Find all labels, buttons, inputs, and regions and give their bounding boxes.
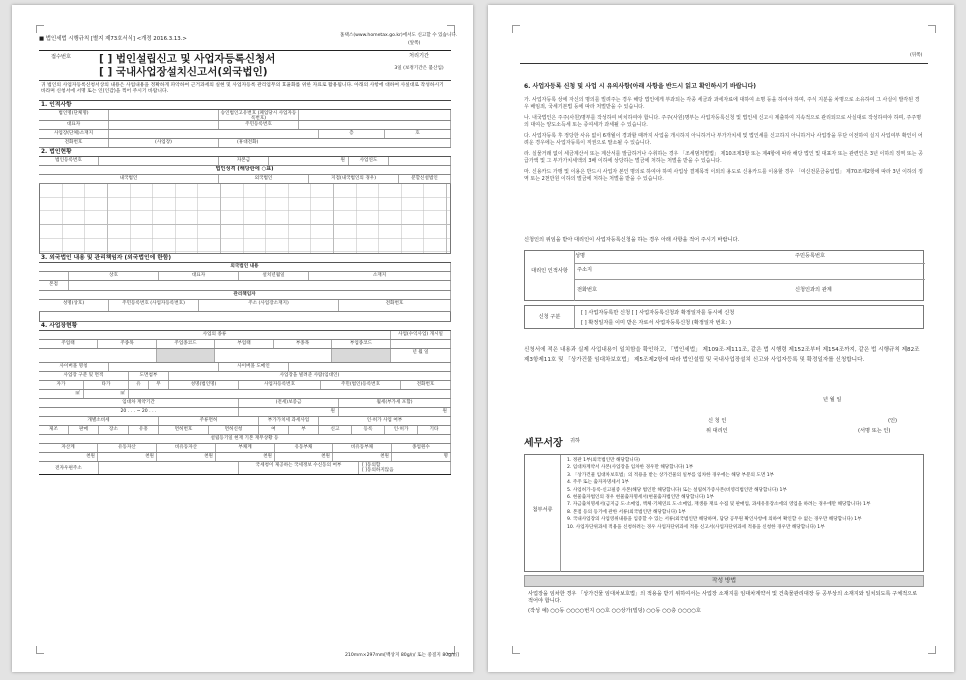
consent-agree-checkbox[interactable]: [ ]동의함 <box>362 463 381 468</box>
table-row <box>39 408 451 417</box>
label-lessor: 사업장을 빌려준 사람(임대인) <box>169 372 451 380</box>
label-foreign-rep: 대표자 <box>159 272 239 280</box>
label-branch: 지점(내국법인의 경우) <box>309 175 399 183</box>
value-lessor[interactable] <box>129 390 451 398</box>
label-representative: 대표자 <box>39 121 109 129</box>
tax-office-suffix: 귀하 <box>570 438 581 444</box>
label-corp-nature: 법인성격 (해당란에 ○표) <box>39 166 451 174</box>
apply-type-table <box>524 305 924 329</box>
unit-sqm-own: ㎡ <box>39 390 84 398</box>
label-current-liab: 유동부채 <box>275 444 333 452</box>
label-manager: 관리책임자 <box>39 291 451 299</box>
label-address: 사업장(단체)소재지 <box>39 130 109 138</box>
label-lease-term: 임대차 계약기간 <box>39 399 239 407</box>
apply-option-2[interactable]: [ ] 확정일자를 이미 받은 자로서 사업자등록신청 (확정일자 번호: ) <box>581 320 731 326</box>
table-row <box>39 121 451 130</box>
label-domestic: 내국법인 <box>39 175 219 183</box>
label-location: 소재지 <box>309 272 451 280</box>
page-mark: (앞쪽) <box>408 41 421 46</box>
value-domain[interactable] <box>289 363 451 371</box>
receipt-number-label: 접수번호 <box>51 54 72 60</box>
method-header: 작성 방법 <box>524 575 924 587</box>
notice-item: 마. 신용카드 가맹 및 이용은 반드시 사업자 본인 명의로 하여야 하며 사업상 결제목적 이외의 용도로 신용카드를 이용할 경우 「여신전문금융업법」 제70조제2항에 따라 3년 이하의 징역 또는 2천만원 이하의 벌금에 처하는 처벌을 받을 수 있습니다. <box>524 169 923 182</box>
delegate-table <box>524 250 924 301</box>
intro-text: 귀 법인의 사업자등록신청서상의 내용은 사업내용을 정확하게 파악하여 근거과세의 실현 및 사업자등록 관리업무의 효율화를 위한 자료로 활용됩니다. 아래의 사항에 대하여 사실대로 작성하시기 바라며 신청서에 서명 또는 인(인감)을 찍어 주시기 바랍니다. <box>39 81 451 101</box>
section-foreign-corp: 3. 외국법인 내용 및 관리책임자 (외국법인에 한함) <box>39 254 451 263</box>
label-lessor-bizno: 사업자등록번호 <box>239 381 321 389</box>
label-delegate-id: 주민등록번호 <box>795 253 826 259</box>
label-excise: 개별소비세 <box>39 417 159 425</box>
label-start-date: 사업(수익사업) 개시일 <box>391 331 451 339</box>
form-title-1: [ ] 법인설립신고 및 사업자등록신청서 <box>99 53 276 65</box>
notice-list <box>524 97 924 183</box>
label-delegate-relation: 신청인과의 관계 <box>795 287 832 293</box>
label-yes: 유 <box>129 381 149 389</box>
notice-item: 라. 실물거래 없이 세금계산서 또는 계산서를 발급하거나 수취하는 경우 「조세범처벌법」 제10조제3항 또는 제4항에 따라 해당 법인 및 대표자 또는 관련인은 3년 이하의 징역 또는 공급가액 및 그 부가가치세액의 3배 이하에 상당하는 벌금에 처하는 처벌을 받을 수 있습니다. <box>524 151 923 164</box>
attachment-item: 9. 국내사업장의 사업영위내용을 입증할 수 있는 서류(외국법인만 해당하며, 담당 공무원 확인사항에 의하여 확인할 수 없는 경우만 해당합니다) 1부 <box>567 517 862 523</box>
label-sub-biz: 부업태 <box>215 340 274 348</box>
label-email: 전자우편주소 <box>39 462 99 474</box>
label-spinoff: 분할신설법인 <box>399 175 451 183</box>
label-cybermall: 사이버몰 명칭 <box>39 363 109 371</box>
table-row <box>39 331 451 340</box>
label-attachments: 첨부서류 <box>525 455 561 572</box>
label-lessor-name: 성명(법인명) <box>169 381 239 389</box>
label-permission: 인·허가 <box>385 426 418 434</box>
label-noncurrent-assets: 비유동자산 <box>157 444 216 452</box>
unit-thousand-won: 천원 <box>39 453 98 461</box>
page-mark: (뒤쪽) <box>910 53 923 58</box>
value-address[interactable] <box>109 130 319 138</box>
crop-mark <box>928 25 936 33</box>
table-row <box>39 372 451 381</box>
table-row <box>39 381 451 390</box>
label-deposit: (전세)보증금 <box>239 399 339 407</box>
label-sale: 판매 <box>69 426 99 434</box>
law-reference: ■ 법인세법 시행규칙 [별지 제73호서식] <개정 2016.3.13.> <box>39 36 187 42</box>
form-page-back <box>488 5 954 672</box>
table-row <box>39 263 451 272</box>
label-main-biz: 주업태 <box>39 340 98 348</box>
top-rule <box>520 63 928 64</box>
unit-sqm-rent: ㎡ <box>84 390 129 398</box>
label-lessor-id: 주민(법인)등록번호 <box>321 381 401 389</box>
table-row <box>39 281 451 291</box>
value-start-date[interactable]: 년 월 일 <box>391 349 451 362</box>
label-tax-info-consent: 국세청이 제공하는 국세정보 수신동의 여부 <box>239 462 359 474</box>
table-row <box>39 453 451 462</box>
manager-row-input[interactable] <box>39 312 451 322</box>
label-own: 자가 <box>39 381 84 389</box>
form-page-front <box>12 5 473 672</box>
label-resident-no: 주민등록번호 <box>219 121 299 129</box>
table-row <box>39 291 451 300</box>
table-row <box>39 390 451 399</box>
label-won: 원 <box>269 157 349 165</box>
value-sub-biz[interactable] <box>215 349 332 362</box>
signature-date: 년 월 일 <box>823 397 842 403</box>
label-trade-name: 상호 <box>69 272 159 280</box>
value-resident-no[interactable] <box>299 121 451 129</box>
label-foreign: 외국법인 <box>219 175 309 183</box>
label-entertain: 유흥 <box>129 426 159 434</box>
table-row <box>39 417 451 426</box>
title-block <box>39 51 451 81</box>
method-text: 사업장을 임차한 경우 「상가건물 임대차보호법」의 적용을 받기 위하여서는 사업장 소재지를 임대차계약서 및 건축물관리대장 등 공부상의 소재지와 일치되도록 구체적으로 적어야 합니다. <box>528 591 918 604</box>
label-floor: 층 <box>319 130 385 138</box>
label-domain: 사이버몰 도메인 <box>219 363 289 371</box>
crop-mark <box>447 25 455 33</box>
attachment-item: 10. 사업자단위과세 적용을 신청하려는 경우 사업자단위과세 적용 신고서(사업자단위과세 적용을 신청한 경우만 해당합니다) 1부 <box>567 524 825 530</box>
label-phone: 전화번호 <box>39 139 109 147</box>
processing-period-value: 3일 (보정기간은 불산입) <box>394 66 444 71</box>
label-liquor: 주류면허 <box>159 417 259 425</box>
label-license-apply: 면허신청 <box>209 426 259 434</box>
label-vat: 부가가치세 과세사업 <box>259 417 319 425</box>
value-fiscal-year[interactable] <box>389 157 451 165</box>
crop-mark <box>36 646 44 654</box>
value-corp-name[interactable] <box>109 110 219 120</box>
label-foreign-content: 외국법인 내용 <box>39 263 451 271</box>
label-phone-mobile: (휴대전화) <box>219 139 451 147</box>
label-main-code: 주업종코드 <box>157 340 215 348</box>
label-applicant: 신 청 인 <box>708 418 727 424</box>
label-corp-name: 법인명(단체명) <box>39 110 109 120</box>
value-lease-term[interactable]: 20 . . . ~ 20 . . . <box>39 408 239 416</box>
crop-mark <box>928 646 936 654</box>
apply-option-1[interactable]: [ ] 사업자등록만 신청 [ ] 사업자등록신청과 확정일자를 동시에 신청 <box>581 310 735 316</box>
processing-period-label: 처리기간 <box>408 53 430 59</box>
notice-item: 나. 내국법인은 주주(사원)명부를 작성하여 비치하여야 합니다. 주주(사원)명부는 사업자등록신청 및 법인세 신고시 제출하여 지속적으로 관리되므로 사실대로 작성하여야 하며, 주주명의 대여는 양도소득세 또는 증여세가 과세될 수 있습니다. <box>524 115 922 128</box>
notice-item: 다. 사업자등록 후 정당한 사유 없이 6개월이 경과할 때까지 사업을 개시하지 아니하거나 부가가치세 및 법인세를 신고하지 아니하거나 사업장을 무단 이전하여 실지 사업여부 확인이 어려운 경우에는 사업자등록이 직권으로 말소될 수 있습니다. <box>524 133 923 146</box>
label-other: 기타 <box>418 426 451 434</box>
label-agent: 위 대리인 <box>706 428 728 434</box>
table-row <box>39 157 451 166</box>
value-sub-code[interactable] <box>332 349 391 362</box>
attachment-item: 7. 자금출처명세서(금지금 도·소매업, 액체·기체연료 도·소매업, 재생용 재료 수집 및 판매업, 과세유흥장소에의 영업을 하려는 경우에만 해당합니다) 1부 <box>567 502 871 508</box>
label-delegate-phone: 전화번호 <box>577 287 598 293</box>
label-vat-yes: 여 <box>259 426 289 434</box>
label-register: 등록 <box>352 426 385 434</box>
value-main-code[interactable] <box>157 349 215 362</box>
label-license-no: 면허번호 <box>159 426 209 434</box>
crop-mark <box>36 25 44 33</box>
label-fiscal-year: 사업연도 <box>349 157 389 165</box>
value-monthly[interactable]: 원 <box>339 408 451 416</box>
unit-thousand-won: 천원 <box>157 453 216 461</box>
table-row <box>39 340 451 349</box>
attachment-list <box>567 458 919 531</box>
attachment-item: 1. 정관 1부(외국법인만 해당합니다) <box>567 458 640 463</box>
attachment-item: 4. 주주 또는 출자자명세서 1부 <box>567 480 629 486</box>
label-mgr-name: 성명(상호) <box>39 300 109 311</box>
delegate-intro: 신청인의 위임을 받아 대리인이 사업자등록신청을 하는 경우 아래 사항을 적어 주시기 바랍니다. <box>524 237 740 243</box>
table-row <box>39 426 451 435</box>
value-representative[interactable] <box>109 121 219 129</box>
attachment-item: 8. 본점 등의 등기에 관한 서류(외국법인만 해당합니다) 1부 <box>567 509 686 515</box>
table-row <box>39 300 451 312</box>
attachments-table <box>524 454 924 572</box>
label-mgr-phone: 전화번호 <box>339 300 451 311</box>
section-personal: 1. 인적사항 <box>39 101 451 110</box>
label-phone-office: (사업장) <box>109 139 219 147</box>
form-title-2: [ ] 국내사업장설치신고서(외국법인) <box>99 66 268 78</box>
unit-persons: 명 <box>392 453 451 461</box>
crop-mark <box>512 25 520 33</box>
label-site-area: 사업장 구분 및 면적 <box>39 372 129 380</box>
corp-nature-grid[interactable] <box>39 184 451 254</box>
label-no: 무 <box>149 381 169 389</box>
label-mgr-address: 주소 (사업장소재지) <box>199 300 339 311</box>
table-row <box>39 272 451 281</box>
attachment-item: 2. 임대차계약서 사본(사업장을 임차한 경우만 해당합니다) 1부 <box>567 465 694 471</box>
label-sub-item: 부종목 <box>274 340 332 348</box>
label-lessor-phone: 전화번호 <box>401 381 451 389</box>
label-noncurrent-liab: 비유동부채 <box>333 444 392 452</box>
label-install-date: 설치년월일 <box>239 272 309 280</box>
label-sub-code: 부업종코드 <box>332 340 391 348</box>
section-corp-status: 2. 법인현황 <box>39 148 451 157</box>
unit-thousand-won: 천원 <box>216 453 275 461</box>
label-head-office: 본점 <box>39 281 69 290</box>
sign-agent: (서명 또는 인) <box>858 428 891 434</box>
label-corp-reg-no: 법인등록번호 <box>39 157 99 165</box>
tax-office-title: 세무서장 <box>524 438 563 449</box>
unit-thousand-won: 천원 <box>98 453 157 461</box>
table-row <box>39 444 451 453</box>
notice-item: 가. 사업자등록 상에 자신의 명의를 빌려주는 경우 해당 법인에게 부과되는 각종 세금과 과세자료에 대하여 소명 등을 하여야 하며, 주식 지분을 차명으로 소유하여 그 사실이 발각된 경우 배임죄, 국세기본법 등에 따라 처벌받을 수 있습니다. <box>524 97 920 110</box>
label-main-item: 주종목 <box>98 340 157 348</box>
label-employees: 종업원수 <box>392 444 451 452</box>
form-body <box>39 50 451 475</box>
paper-spec: 210mm×297mm[백상지 80g/㎡ 또는 중질지 80g/㎡] <box>345 653 460 658</box>
label-delegate-address: 주소지 <box>577 267 593 273</box>
label-drawing: 도면첨부 <box>129 372 169 380</box>
label-permit: 인·허가 사업 여부 <box>319 417 451 425</box>
method-example: (작성 예) ○○동 ○○○○번지 ○○호 ○○상가(빌딩) ○○동 ○○층 ○○○○호 <box>528 608 701 614</box>
value-head-office[interactable] <box>69 281 451 290</box>
crop-mark <box>512 646 520 654</box>
label-finance: 설립등기일 현재 기본 재무상황 등 <box>39 435 451 443</box>
label-assets: 자산계 <box>39 444 98 452</box>
attachment-item: 5. 사업허가·등록·신고필증 사본(해당 법인만 해당합니다) 또는 설립허가증사본(비영리법인만 해당합니다) 1부 <box>567 487 787 493</box>
label-delegate: 대리인 인적사항 <box>525 251 575 301</box>
value-approval-no[interactable] <box>299 110 451 120</box>
label-place: 장소 <box>99 426 129 434</box>
value-main-biz[interactable] <box>39 349 157 362</box>
label-apply-type: 신청 구분 <box>525 306 575 329</box>
table-row <box>39 110 451 121</box>
label-delegate-name: 성명 <box>575 253 586 259</box>
label-rent: 타가 <box>84 381 129 389</box>
label-room: 호 <box>385 130 451 138</box>
table-row <box>39 435 451 444</box>
table-row <box>39 130 451 139</box>
table-row <box>39 139 451 148</box>
table-row <box>39 175 451 184</box>
notice-title: 6. 사업자등록 신청 및 사업 시 유의사항(아래 사항을 반드시 읽고 확인하시기 바랍니다) <box>524 83 756 90</box>
value-deposit[interactable]: 원 <box>239 408 339 416</box>
value-cybermall[interactable] <box>109 363 219 371</box>
table-row <box>39 166 451 175</box>
section-business: 4. 사업장현황 <box>39 322 451 331</box>
label-monthly: 월세(부가세 포함) <box>339 399 451 407</box>
label-report: 신고 <box>319 426 352 434</box>
label-vat-no: 부 <box>289 426 319 434</box>
sign-applicant: (인) <box>888 418 898 424</box>
value-corp-reg-no[interactable] <box>99 157 219 165</box>
table-row <box>39 363 451 372</box>
consent-disagree-checkbox[interactable]: [ ]동의하지않음 <box>362 468 394 473</box>
value-email[interactable] <box>99 462 239 474</box>
label-manufacture: 제조 <box>39 426 69 434</box>
label-liabilities: 부채계 <box>216 444 275 452</box>
table-row <box>39 349 451 363</box>
declaration-text: 신청서에 적은 내용과 실제 사업내용이 일치함을 확인하고, 「법인세법」 제109조·제111조, 같은 법 시행령 제152조부터 제154조까지, 같은 법 시행규칙 제82조제3항제11호 및 「상가건물 임대차보호법」 제5조제2항에 따라 법인설립 및 국내사업장설치 신고와 사업자등록 및 확정일자를 신청합니다. <box>524 347 920 363</box>
label-mgr-id: 주민등록번호 (사업자등록번호) <box>109 300 199 311</box>
site-note: 홈택스(www.hometax.go.kr)에서도 신고할 수 있습니다. <box>340 33 458 38</box>
attachment-item: 6. 현물출자법인의 경우 현물출자명세서(현물출자법인만 해당합니다) 1부 <box>567 495 714 501</box>
label-approval-no: 승인법인고유번호 (폐업당시 사업자등록번호) <box>219 110 299 120</box>
label-biz-type: 사업의 종류 <box>39 331 391 339</box>
label-current-assets: 유동자산 <box>98 444 157 452</box>
table-row <box>39 399 451 408</box>
unit-thousand-won: 천원 <box>333 453 392 461</box>
table-row <box>39 462 451 475</box>
unit-thousand-won: 천원 <box>275 453 333 461</box>
label-capital: 자본금 <box>219 157 269 165</box>
attachment-item: 3. 「상가건물 임대차보호법」의 적용을 받는 상가건물의 일부를 임차한 경우에는 해당 부분의 도면 1부 <box>567 472 775 478</box>
